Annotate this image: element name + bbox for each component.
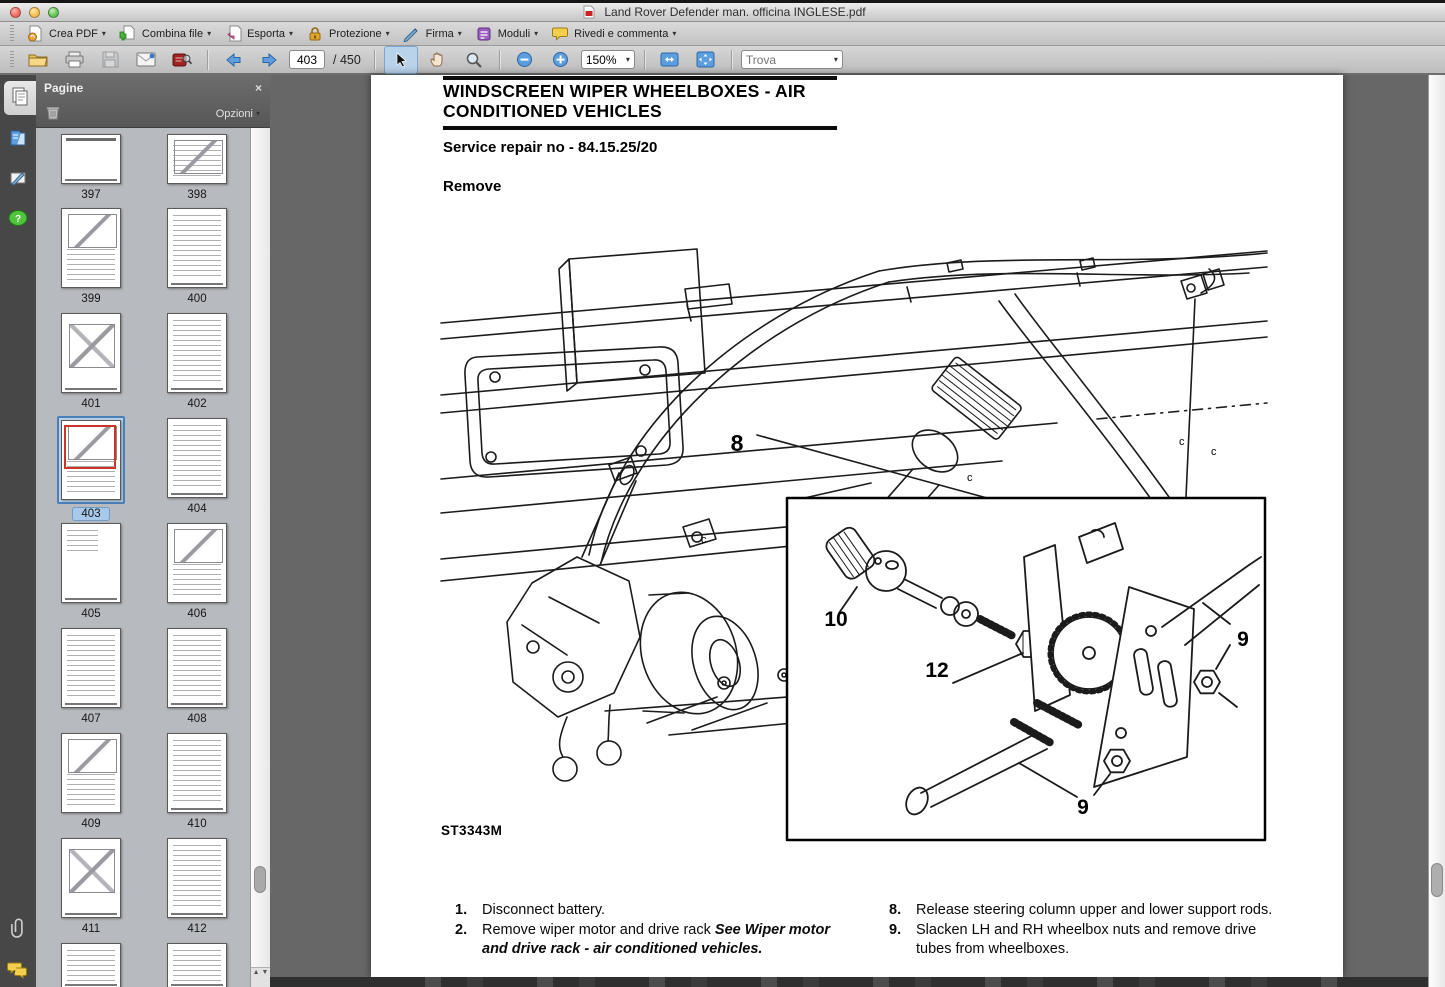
bookmarks-icon: [8, 128, 28, 153]
window-controls: [10, 3, 59, 21]
thumbnail-page-number: 405: [81, 608, 101, 620]
page-thumbnail-401[interactable]: [59, 311, 123, 416]
pages-icon: [10, 86, 30, 111]
help-icon: [7, 209, 29, 232]
folder-icon: [27, 49, 49, 71]
pdf-document-icon: [579, 2, 599, 22]
moduli-button[interactable]: Moduli ▾: [469, 22, 543, 46]
tab-help[interactable]: [0, 203, 36, 237]
previous-page-button[interactable]: [217, 47, 249, 73]
pages-panel-header: [36, 75, 270, 128]
combine-files-icon: [118, 24, 138, 44]
rivedi-e-commenta-button[interactable]: Rivedi e commenta ▾: [545, 22, 681, 46]
panel-scrollbar[interactable]: [250, 128, 270, 987]
ref-letter: c: [1179, 436, 1185, 448]
relay-box: [559, 249, 705, 391]
thumbnail-page-number: 397: [81, 189, 101, 201]
heading-bottom-rule: [443, 126, 837, 130]
instruction-steps-left: [455, 901, 847, 960]
fit-page-icon: [695, 49, 717, 71]
instruction-step: 1. Disconnect battery.: [455, 902, 606, 918]
printer-icon: [63, 49, 85, 71]
page-thumbnail[interactable]: [165, 941, 229, 987]
magnifier-icon: [463, 49, 485, 71]
pages-panel: [36, 75, 270, 987]
thumbnail-page-number: 403: [72, 507, 109, 521]
zoom-level-field[interactable]: [581, 50, 635, 69]
navigation-tabs-strip: [0, 75, 36, 987]
plus-circle-icon: [550, 49, 572, 71]
toolbar-separator: [499, 50, 500, 70]
page-thumbnail-411[interactable]: [59, 836, 123, 941]
thumbnail-page-number: 412: [187, 923, 207, 935]
find-field[interactable]: [741, 50, 843, 69]
chevron-down-icon: ▾: [255, 109, 260, 118]
chevron-down-icon: ▾: [289, 28, 294, 38]
tab-bookmarks[interactable]: [0, 123, 36, 157]
zoom-out-button[interactable]: [509, 47, 541, 73]
options-menu-button[interactable]: Opzioni ▾: [215, 108, 260, 120]
signature-icon: [8, 168, 28, 193]
callout-12: 12: [925, 659, 949, 682]
page-thumbnail-399[interactable]: [59, 206, 123, 311]
next-page-edge: [270, 977, 1428, 987]
heading-top-rule: [443, 76, 837, 80]
pdf-page: [371, 75, 1343, 977]
paperclip-icon: [9, 917, 27, 944]
tab-attachments[interactable]: [0, 913, 36, 947]
page-thumbnail-412[interactable]: [165, 836, 229, 941]
page-thumbnail-403[interactable]: [57, 416, 125, 521]
search-document-button[interactable]: [166, 47, 198, 73]
ref-letter: c: [1211, 446, 1217, 458]
instruction-step: 8. Release steering column upper and lower support rods.: [889, 902, 1273, 918]
page-thumbnail-402[interactable]: [165, 311, 229, 416]
zoom-window-button[interactable]: [48, 7, 59, 18]
thumbnail-page-number: 406: [187, 608, 207, 620]
chevron-down-icon: ▾: [534, 28, 539, 38]
thumbnail-page-number: 398: [187, 189, 207, 201]
callout-9: 9: [1077, 796, 1089, 819]
firma-button[interactable]: Firma ▾: [397, 22, 467, 46]
create-pdf-icon: [25, 24, 45, 44]
thumbnail-page-number: 404: [187, 503, 207, 515]
open-file-button[interactable]: [22, 47, 54, 73]
protezione-button[interactable]: Protezione ▾: [300, 22, 395, 46]
hand-icon: [427, 49, 449, 71]
thumbnail-page-number: 402: [187, 398, 207, 410]
window-title: Land Rover Defender man. officina INGLESE.pdf: [604, 5, 866, 19]
page-thumbnail-406[interactable]: [165, 521, 229, 626]
tab-pages[interactable]: [4, 81, 36, 115]
fit-width-icon: [659, 49, 681, 71]
page-thumbnail-398[interactable]: [165, 132, 229, 206]
forms-icon: [474, 24, 494, 44]
save-button[interactable]: [94, 47, 126, 73]
minimize-window-button[interactable]: [29, 7, 40, 18]
pen-icon: [402, 24, 422, 44]
ref-letter: c: [967, 472, 973, 484]
chevron-down-icon: ▾: [207, 28, 212, 38]
nav-toolbar: [0, 46, 1445, 75]
thumbnail-page-number: 411: [81, 923, 101, 935]
thumbnail-page-number: 410: [187, 818, 207, 830]
panel-scrollbar-thumb[interactable]: [254, 866, 266, 893]
service-repair-number: Service repair no - 84.15.25/20: [443, 139, 658, 156]
find-input[interactable]: [746, 53, 830, 67]
callout-8: 8: [730, 430, 744, 456]
wiper-motor: [507, 457, 769, 781]
close-panel-button[interactable]: ×: [254, 81, 262, 95]
instruction-steps-right: [889, 901, 1289, 960]
toolbar-separator: [731, 50, 732, 70]
document-canvas: [270, 75, 1428, 987]
toolbar-separator: [644, 50, 645, 70]
page-thumbnail-409[interactable]: [59, 731, 123, 836]
svg-text:?: ?: [14, 213, 22, 225]
lock-icon: [305, 24, 325, 44]
thumbnail-page-number: 399: [81, 293, 101, 305]
inset-detail-box: [787, 498, 1265, 840]
floppy-disk-icon: [99, 49, 121, 71]
thumbnail-page-number: 409: [81, 818, 101, 830]
tab-comments[interactable]: [0, 955, 36, 987]
delete-pages-button[interactable]: [46, 105, 60, 123]
page-thumbnail-397[interactable]: [59, 132, 123, 206]
toolbar-separator: [374, 50, 375, 70]
page-thumbnail-410[interactable]: [165, 731, 229, 836]
red-search-icon: [171, 49, 193, 71]
select-tool-button[interactable]: [384, 46, 418, 74]
fit-page-button[interactable]: [690, 47, 722, 73]
zoom-level-input[interactable]: [586, 53, 622, 67]
zoom-in-button[interactable]: [545, 47, 577, 73]
vertical-scrollbar[interactable]: [1428, 75, 1445, 987]
titlebar: [0, 3, 1445, 22]
toolbar-separator: [207, 50, 208, 70]
zoom-marquee-tool-button[interactable]: [458, 47, 490, 73]
page-thumbnail-407[interactable]: [59, 626, 123, 731]
combina-file-button[interactable]: Combina file ▾: [113, 22, 216, 46]
page-thumbnail-408[interactable]: [165, 626, 229, 731]
chevron-down-icon: ▾: [672, 28, 677, 38]
section-label: Remove: [443, 178, 502, 195]
panel-title: Pagine: [44, 81, 84, 95]
envelope-icon: [135, 49, 157, 71]
instruction-step: 2. Remove wiper motor and drive rack See Wiper motor and drive rack - air conditioned vehicles.: [455, 921, 830, 957]
cursor-icon: [390, 49, 412, 71]
page-thumbnail[interactable]: [59, 941, 123, 987]
print-button[interactable]: [58, 47, 90, 73]
figure-windscreen-wiper-wheelboxes: [437, 225, 1271, 859]
callout-9: 9: [1237, 628, 1249, 651]
page-total-label: / 450: [333, 52, 361, 67]
chevron-down-icon: ▾: [457, 28, 462, 38]
esporta-button[interactable]: Esporta ▾: [218, 22, 298, 46]
comment-bubble-icon: [550, 24, 570, 44]
instruction-step: 9. Slacken LH and RH wheelbox nuts and remove drive tubes from wheelboxes.: [889, 921, 1257, 957]
ref-letter: c: [701, 534, 707, 546]
callout-10: 10: [824, 608, 848, 631]
panel-scroll-arrows[interactable]: ▲ ▼: [251, 967, 270, 987]
page-thumbnail-list: [36, 128, 270, 987]
vertical-scrollbar-thumb[interactable]: [1431, 863, 1443, 897]
page-thumbnail-400[interactable]: [165, 206, 229, 311]
toolbar-grip: [10, 25, 14, 43]
email-button[interactable]: [130, 47, 162, 73]
page-heading: WINDSCREEN WIPER WHEELBOXES - AIR CONDITIONED VEHICLES: [443, 81, 806, 121]
chevron-down-icon[interactable]: ▾: [833, 54, 838, 64]
comments-icon: [7, 961, 29, 984]
arrow-left-icon: [222, 49, 244, 71]
hand-tool-button[interactable]: [422, 47, 454, 73]
current-view-indicator: [64, 425, 116, 469]
page-thumbnail-405[interactable]: [59, 521, 123, 626]
chevron-down-icon: ▾: [101, 28, 106, 38]
main-toolbar: [0, 22, 1445, 46]
next-page-button[interactable]: [253, 47, 285, 73]
minus-circle-icon: [514, 49, 536, 71]
close-window-button[interactable]: [10, 7, 21, 18]
figure-code: ST3343M: [441, 823, 503, 838]
chevron-down-icon: ▾: [385, 28, 390, 38]
tab-signatures[interactable]: [0, 163, 36, 197]
toolbar-grip: [10, 51, 14, 69]
page-thumbnail-404[interactable]: [165, 416, 229, 521]
page-number-input[interactable]: [289, 50, 325, 69]
arrow-right-icon: [258, 49, 280, 71]
export-icon: [223, 24, 243, 44]
chevron-down-icon[interactable]: ▾: [625, 54, 630, 64]
thumbnail-page-number: 407: [81, 713, 101, 725]
fit-width-button[interactable]: [654, 47, 686, 73]
thumbnail-page-number: 400: [187, 293, 207, 305]
access-panel-frame: [465, 347, 683, 477]
thumbnail-page-number: 408: [187, 713, 207, 725]
crea-pdf-button[interactable]: Crea PDF ▾: [20, 22, 111, 46]
thumbnail-page-number: 401: [81, 398, 101, 410]
